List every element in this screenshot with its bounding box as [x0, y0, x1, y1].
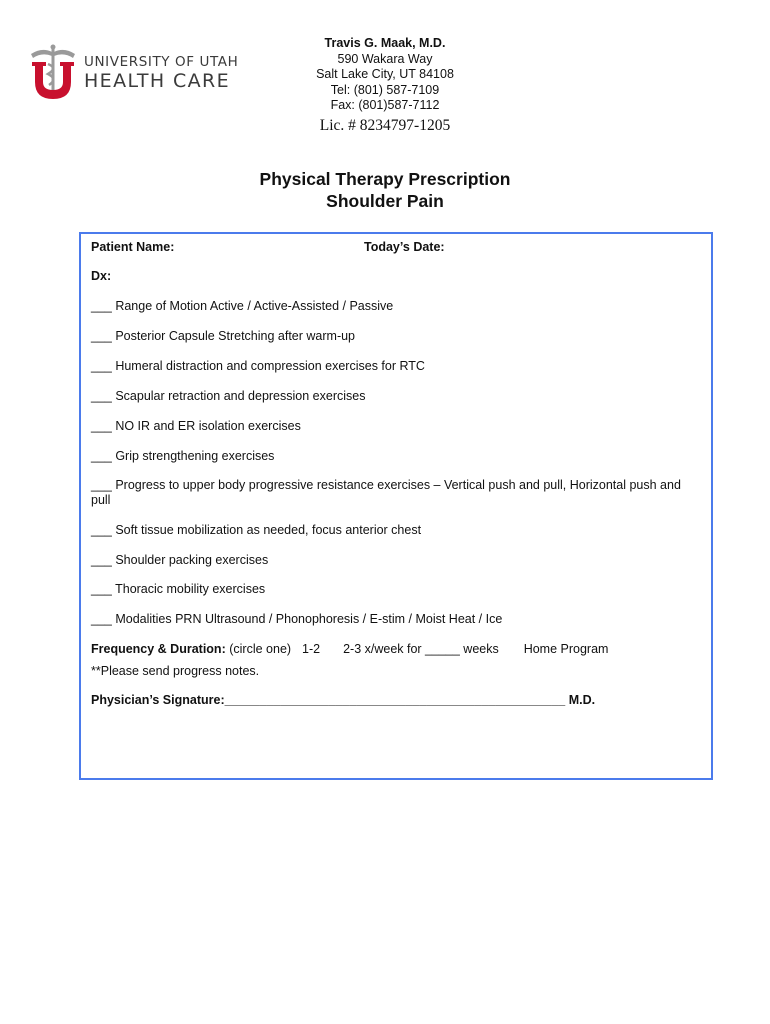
- item-shoulder-packing: ___ Shoulder packing exercises: [91, 553, 269, 567]
- frequency-label: Frequency & Duration:: [91, 642, 226, 656]
- phone-number: Tel: (801) 587-7109: [330, 82, 440, 97]
- item-thoracic-mobility: ___ Thoracic mobility exercises: [91, 582, 266, 596]
- fax-number: Fax: (801)587-7112: [330, 98, 440, 112]
- dx-label: Dx:: [91, 269, 112, 283]
- title-line2: Shoulder Pain: [326, 191, 444, 211]
- item-grip-strengthening: ___ Grip strengthening exercises: [91, 449, 275, 463]
- frequency-circle-note: (circle one): [229, 642, 292, 656]
- item-progress-resistance: ___ Progress to upper body progressive resistance exercises – Vertical push and pull, Horizontal push and pull: [91, 478, 681, 507]
- prescription-form: [79, 232, 713, 780]
- caduceus-u-icon: [28, 44, 78, 104]
- signature-row: [91, 693, 595, 708]
- item-scapular-retraction: ___ Scapular retraction and depression exercises: [91, 389, 366, 403]
- license-number: Lic. # 8234797-1205: [319, 116, 451, 134]
- address-line1: 590 Wakara Way: [337, 51, 433, 66]
- frequency-duration-row: [91, 642, 608, 657]
- signature-suffix: M.D.: [568, 693, 596, 707]
- item-posterior-capsule: ___ Posterior Capsule Stretching after warm-up: [91, 329, 356, 343]
- item-modalities: ___ Modalities PRN Ultrasound / Phonophoresis / E-stim / Moist Heat / Ice: [91, 612, 503, 626]
- physician-header: [285, 36, 485, 136]
- todays-date-label: Today’s Date:: [364, 240, 445, 254]
- frequency-option-1-2: 1-2: [302, 642, 321, 656]
- progress-note: **Please send progress notes.: [91, 664, 260, 678]
- item-range-of-motion: ___ Range of Motion Active / Active-Assisted / Passive: [91, 299, 394, 313]
- physician-name: Travis G. Maak, M.D.: [324, 36, 446, 50]
- university-logo: [28, 44, 243, 104]
- item-soft-tissue: ___ Soft tissue mobilization as needed, focus anterior chest: [91, 523, 422, 537]
- title-line1: Physical Therapy Prescription: [259, 169, 511, 189]
- frequency-option-2-3: 2-3 x/week for _____ weeks: [343, 642, 499, 656]
- signature-label: Physician’s Signature:: [91, 693, 225, 707]
- logo-line1: UNIVERSITY OF UTAH: [84, 54, 239, 70]
- logo-line2: HEALTH CARE: [84, 70, 231, 92]
- frequency-option-home: Home Program: [523, 642, 609, 656]
- signature-line: _________________________________________________: [224, 693, 566, 707]
- patient-name-label: Patient Name:: [91, 240, 175, 254]
- page-title: [0, 168, 770, 212]
- address-line2: Salt Lake City, UT 84108: [316, 67, 454, 81]
- item-no-ir-er: ___ NO IR and ER isolation exercises: [91, 419, 301, 433]
- item-humeral-distraction: ___ Humeral distraction and compression exercises for RTC: [91, 359, 425, 373]
